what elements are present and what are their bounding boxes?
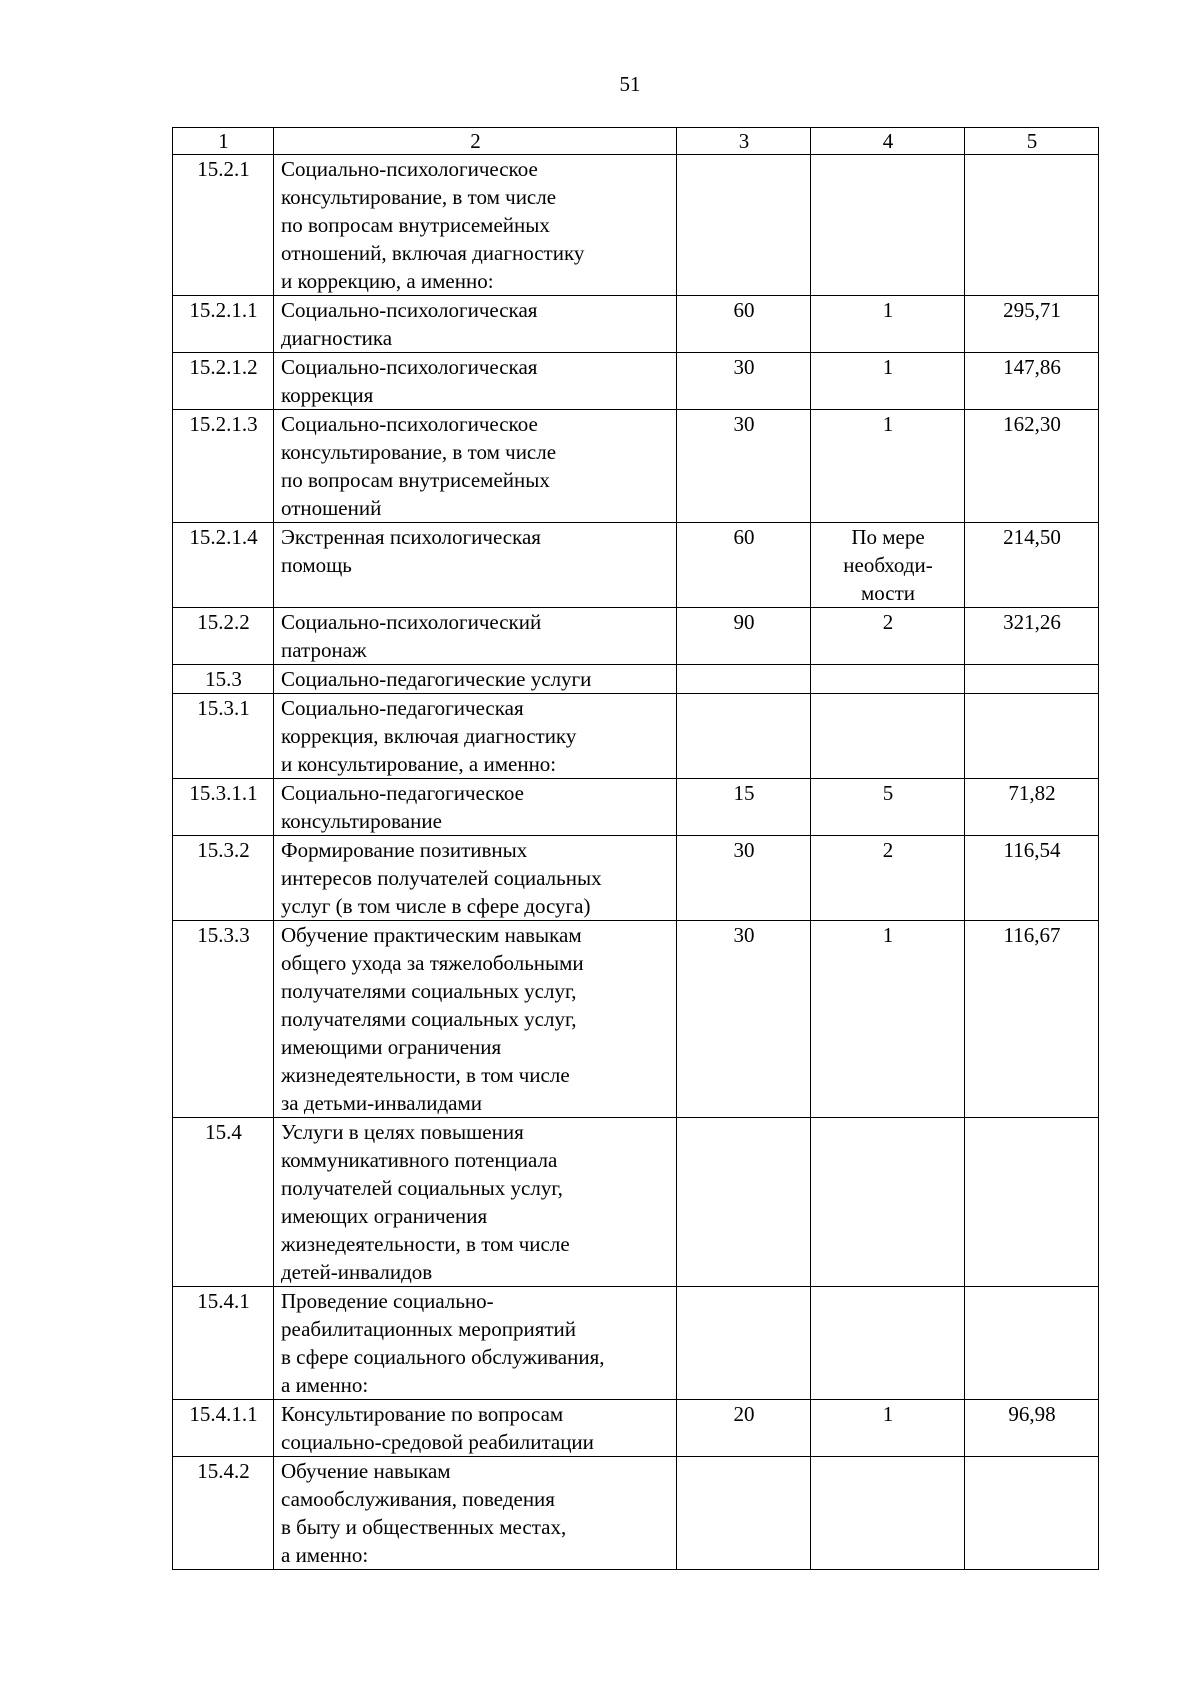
row-number: 15.2.1 [173, 155, 274, 296]
column-5-value: 214,50 [965, 523, 1099, 608]
column-4-value: 1 [811, 1400, 965, 1457]
column-3-value: 90 [677, 608, 811, 665]
column-4-value [811, 665, 965, 694]
service-name: Экстренная психологическая помощь [274, 523, 677, 608]
row-number: 15.2.1.1 [173, 296, 274, 353]
service-name: Социально-психологическая коррекция [274, 353, 677, 410]
service-name: Социально-педагогическое консультирование [274, 779, 677, 836]
table-row [173, 155, 1099, 296]
column-4-value [811, 1118, 965, 1287]
column-header: 2 [274, 128, 677, 155]
column-3-value: 30 [677, 410, 811, 523]
service-name: Проведение социально- реабилитационных мероприятий в сфере социального обслуживания, а именно: [274, 1287, 677, 1400]
column-3-value: 60 [677, 296, 811, 353]
row-number: 15.4.1 [173, 1287, 274, 1400]
column-3-value [677, 1118, 811, 1287]
column-5-value [965, 665, 1099, 694]
column-5-value [965, 1287, 1099, 1400]
column-5-value: 96,98 [965, 1400, 1099, 1457]
column-3-value [677, 155, 811, 296]
service-name: Социально-педагогическая коррекция, включая диагностику и консультирование, а именно: [274, 694, 677, 779]
table-row [173, 1400, 1099, 1457]
page-number: 51 [619, 72, 641, 96]
column-5-value: 162,30 [965, 410, 1099, 523]
row-number: 15.4.2 [173, 1457, 274, 1570]
row-number: 15.3.2 [173, 836, 274, 921]
services-table [172, 127, 1099, 1570]
column-4-value: 2 [811, 836, 965, 921]
service-name: Социально-психологический патронаж [274, 608, 677, 665]
service-name: Формирование позитивных интересов получателей социальных услуг (в том числе в сфере досуга) [274, 836, 677, 921]
service-name: Социально-педагогические услуги [274, 665, 677, 694]
service-name: Консультирование по вопросам социально-средовой реабилитации [274, 1400, 677, 1457]
column-5-value [965, 1457, 1099, 1570]
column-3-value: 30 [677, 836, 811, 921]
column-4-value: 1 [811, 353, 965, 410]
table-row [173, 353, 1099, 410]
row-number: 15.3.3 [173, 921, 274, 1118]
column-5-value: 147,86 [965, 353, 1099, 410]
service-name: Обучение практическим навыкам общего ухода за тяжелобольными получателями социальных услуг, получателями социальных услуг, имеющими ограничения жизнедеятельности, в том числе за детьми-инвалидами [274, 921, 677, 1118]
row-number: 15.4.1.1 [173, 1400, 274, 1457]
table-row [173, 836, 1099, 921]
service-name: Услуги в целях повышения коммуникативного потенциала получателей социальных услуг, имеющих ограничения жизнедеятельности, в том числе детей-инвалидов [274, 1118, 677, 1287]
table-row [173, 523, 1099, 608]
column-3-value: 60 [677, 523, 811, 608]
column-4-value: 5 [811, 779, 965, 836]
column-5-value [965, 694, 1099, 779]
column-4-value: 1 [811, 921, 965, 1118]
table-row [173, 694, 1099, 779]
column-4-value: 1 [811, 410, 965, 523]
column-3-value [677, 694, 811, 779]
service-name: Социально-психологическое консультирование, в том числе по вопросам внутрисемейных отношений [274, 410, 677, 523]
column-4-value: По мере необходи- мости [811, 523, 965, 608]
column-4-value [811, 1287, 965, 1400]
column-3-value [677, 665, 811, 694]
table-row [173, 1118, 1099, 1287]
column-header: 5 [965, 128, 1099, 155]
row-number: 15.2.1.2 [173, 353, 274, 410]
table-row [173, 1287, 1099, 1400]
table-row [173, 296, 1099, 353]
column-3-value: 15 [677, 779, 811, 836]
column-5-value: 116,54 [965, 836, 1099, 921]
row-number: 15.3 [173, 665, 274, 694]
service-name: Социально-психологическая диагностика [274, 296, 677, 353]
row-number: 15.3.1.1 [173, 779, 274, 836]
column-4-value: 2 [811, 608, 965, 665]
column-5-value: 116,67 [965, 921, 1099, 1118]
column-5-value [965, 155, 1099, 296]
column-4-value [811, 155, 965, 296]
row-number: 15.2.1.3 [173, 410, 274, 523]
service-name: Социально-психологическое консультирование, в том числе по вопросам внутрисемейных отношений, включая диагностику и коррекцию, а именно: [274, 155, 677, 296]
column-5-value: 321,26 [965, 608, 1099, 665]
column-3-value: 30 [677, 921, 811, 1118]
column-header: 1 [173, 128, 274, 155]
column-3-value [677, 1287, 811, 1400]
column-5-value [965, 1118, 1099, 1287]
row-number: 15.2.1.4 [173, 523, 274, 608]
table-header-row [173, 128, 1099, 155]
column-4-value: 1 [811, 296, 965, 353]
row-number: 15.4 [173, 1118, 274, 1287]
column-5-value: 71,82 [965, 779, 1099, 836]
column-4-value [811, 694, 965, 779]
column-3-value [677, 1457, 811, 1570]
table-row [173, 921, 1099, 1118]
table-row [173, 665, 1099, 694]
column-header: 3 [677, 128, 811, 155]
table-row [173, 608, 1099, 665]
column-5-value: 295,71 [965, 296, 1099, 353]
column-4-value [811, 1457, 965, 1570]
column-3-value: 30 [677, 353, 811, 410]
column-3-value: 20 [677, 1400, 811, 1457]
row-number: 15.3.1 [173, 694, 274, 779]
table-row [173, 779, 1099, 836]
column-header: 4 [811, 128, 965, 155]
row-number: 15.2.2 [173, 608, 274, 665]
table-row [173, 410, 1099, 523]
table-row [173, 1457, 1099, 1570]
service-name: Обучение навыкам самообслуживания, поведения в быту и общественных местах, а именно: [274, 1457, 677, 1570]
